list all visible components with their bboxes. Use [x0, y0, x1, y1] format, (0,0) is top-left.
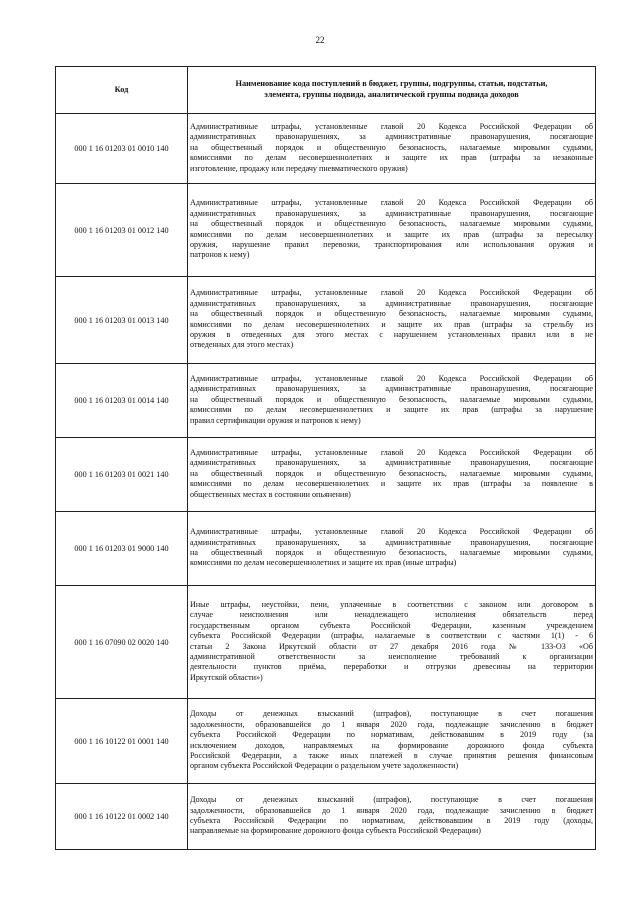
description-line: на общественный порядок и общественную безопасность, налагаемые мировыми судьями, [190, 394, 593, 404]
table-row [56, 699, 596, 784]
description-line: Доходы от денежных взысканий (штрафов), поступающие в счет погашения [190, 709, 593, 719]
revenue-codes-table [55, 66, 596, 850]
row-code: 000 1 16 10122 01 0002 140 [56, 784, 188, 850]
description-line: административных правонарушениях, за административные правонарушения, посягающие [190, 537, 593, 547]
header-code: Код [56, 67, 188, 114]
description-line: административных правонарушениях, за административные правонарушения, посягающие [190, 384, 593, 394]
table-row [56, 586, 596, 699]
description-line: Административные штрафы, установленные главой 20 Кодекса Российской Федерации об [190, 122, 593, 132]
table-row [56, 364, 596, 438]
description-line: Административные штрафы, установленные главой 20 Кодекса Российской Федерации об [190, 527, 593, 537]
description-line: государственным органом субъекта Российской Федерации, казенным учреждением [190, 620, 593, 630]
description-line: направляемые на формирование дорожного фонда субъекта Российской Федерации) [190, 826, 481, 836]
description-line: Иные штрафы, неустойки, пени, уплаченные в соответствии с законом или договором в [190, 600, 593, 610]
description-line: комиссиями по делам несовершеннолетних и защите их прав (штрафы за появление в [190, 479, 593, 489]
row-code: 000 1 16 01203 01 0014 140 [56, 364, 188, 438]
description-line: административных правонарушениях, за административные правонарушения, посягающие [190, 208, 593, 218]
header-name [188, 67, 596, 114]
description-line: комиссиями по делам несовершеннолетних и защите их прав (иные штрафы) [190, 558, 457, 568]
description-line: правил сертификации оружия и патронов к нему) [190, 415, 361, 425]
row-description [188, 114, 596, 184]
row-description [188, 364, 596, 438]
description-line: общественных местах в состоянии опьянения) [190, 489, 351, 499]
description-line: субъекта Российской Федерации (штрафы, налагаемые в соответствии с частями 1(1) - 6 [190, 631, 593, 641]
row-code: 000 1 16 01203 01 0013 140 [56, 277, 188, 364]
description-line: комиссиями по делам несовершеннолетних и защите их прав (штрафы за незаконные [190, 153, 593, 163]
description-line: изготовление, продажу или передачу пневматического оружия) [190, 163, 408, 173]
row-description [188, 277, 596, 364]
header-name-line: элемента, группы подвида, аналитической группы подвида доходов [264, 90, 519, 99]
description-line: административных правонарушениях, за административные правонарушения, посягающие [190, 132, 593, 142]
description-line: Административные штрафы, установленные главой 20 Кодекса Российской Федерации об [190, 448, 593, 458]
row-description [188, 784, 596, 850]
description-line: на общественный порядок и общественную безопасность, налагаемые мировыми судьями, [190, 309, 593, 319]
description-line: субъекта Российской Федерации по нормативам, действовавшим в 2019 году (доходы, [190, 816, 593, 825]
description-line: комиссиями по делам несовершеннолетних и защите их прав (штрафы за нарушение [190, 405, 593, 415]
description-line: на общественный порядок и общественную безопасность, налагаемые мировыми судьями, [190, 468, 593, 478]
description-line: случае неисполнения или ненадлежащего исполнения обязательств перед [190, 610, 593, 620]
description-line: Российской Федерации, а также иных платежей в случае принятия решения финансовым [190, 750, 593, 760]
table-row [56, 184, 596, 277]
row-code: 000 1 16 01203 01 0021 140 [56, 438, 188, 512]
table-header-row [56, 67, 596, 114]
description-line: комиссиями по делам несовершеннолетних и защите их прав (штрафы за стрельбу из [190, 319, 593, 329]
row-description [188, 184, 596, 277]
description-line: Доходы от денежных взысканий (штрафов), поступающие в счет погашения [190, 795, 593, 805]
description-line: на общественный порядок и общественную безопасность, налагаемые мировыми судьями, [190, 142, 593, 152]
page-number: 22 [315, 35, 325, 45]
description-line: оружия в отведенных для этого местах с нарушением установленных правил или в не [190, 329, 593, 339]
description-line: Административные штрафы, установленные главой 20 Кодекса Российской Федерации об [190, 288, 593, 298]
table-row [56, 512, 596, 586]
description-line: исключением доходов, направляемых на формирование дорожного фонда субъекта [190, 740, 593, 750]
description-line: задолженности, образовавшейся до 1 января 2020 года, подлежащие зачислению в бюджет [190, 719, 593, 729]
table-row [56, 784, 596, 850]
description-line: на общественный порядок и общественную безопасность, налагаемые мировыми судьями, [190, 219, 593, 229]
description-line: на общественный порядок и общественную безопасность, налагаемые мировыми судьями, [190, 548, 593, 557]
description-line: деятельности пунктов приёма, переработки и отгрузки древесины на территории [190, 662, 593, 672]
table-row [56, 438, 596, 512]
description-line: патронов к нему) [190, 250, 250, 260]
description-line: задолженности, образовавшейся до 1 января 2020 года, подлежащие зачислению в бюджет [190, 805, 593, 815]
row-code: 000 1 16 07090 02 0020 140 [56, 586, 188, 699]
description-line: отведенных для этого местах) [190, 340, 294, 350]
description-line: Административные штрафы, установленные главой 20 Кодекса Российской Федерации об [190, 198, 593, 208]
row-code: 000 1 16 10122 01 0001 140 [56, 699, 188, 784]
row-description [188, 438, 596, 512]
description-line: административных правонарушениях, за административные правонарушения, посягающие [190, 298, 593, 308]
description-line: комиссиями по делам несовершеннолетних и защите их прав (штрафы за пересылку [190, 229, 593, 239]
description-line: оружия, нарушение правил перевозки, транспортирования или использования оружия и [190, 239, 593, 249]
description-line: органом субъекта Российской Федерации о раздельном учете задолженности) [190, 761, 459, 771]
row-description [188, 699, 596, 784]
description-line: Административные штрафы, установленные главой 20 Кодекса Российской Федерации об [190, 374, 593, 384]
description-line: административных правонарушениях, за административные правонарушения, посягающие [190, 458, 593, 468]
row-description [188, 512, 596, 586]
row-code: 000 1 16 01203 01 9000 140 [56, 512, 188, 586]
description-line: административной ответственности за неисполнение требований к организации [190, 651, 593, 661]
row-code: 000 1 16 01203 01 0010 140 [56, 114, 188, 184]
table-row [56, 277, 596, 364]
description-line: статьи 2 Закона Иркутской области от 27 декабря 2016 года № 133-ОЗ «Об [190, 641, 593, 651]
description-line: Иркутской области») [190, 672, 263, 682]
table-row [56, 114, 596, 184]
header-name-line: Наименование кода поступлений в бюджет, группы, подгруппы, статьи, подстатьи, [235, 79, 548, 89]
row-description [188, 586, 596, 699]
description-line: субъекта Российской Федерации по нормативам, действовавшим в 2019 году (за [190, 730, 593, 740]
row-code: 000 1 16 01203 01 0012 140 [56, 184, 188, 277]
